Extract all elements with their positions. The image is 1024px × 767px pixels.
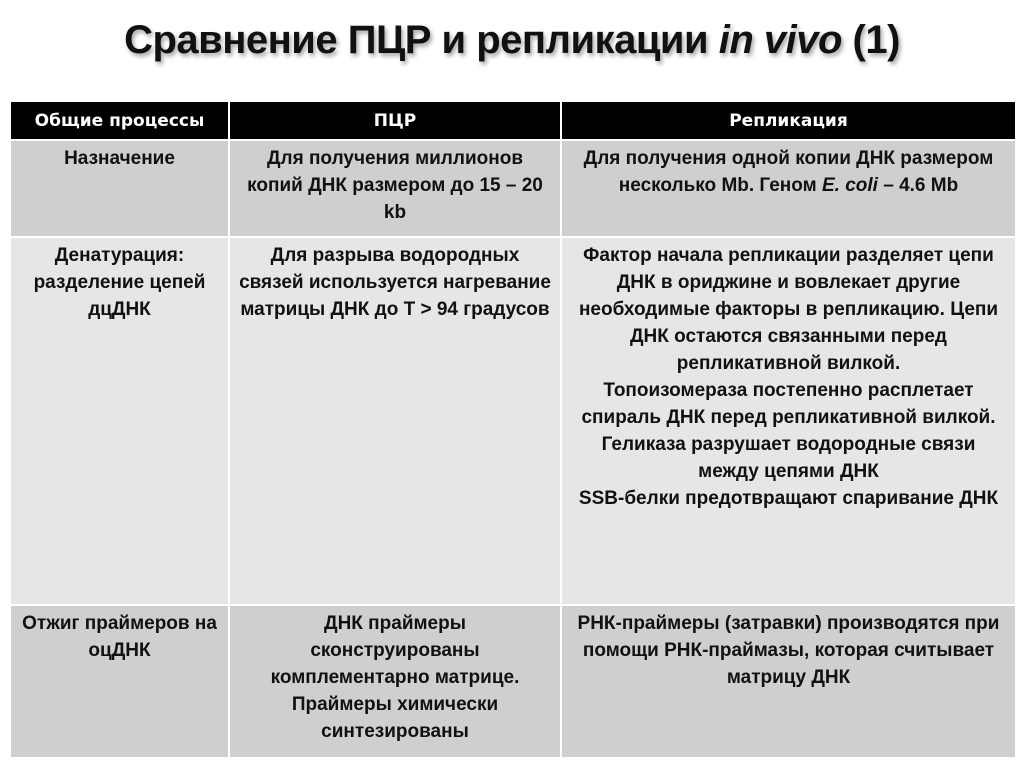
page-title — [0, 18, 1024, 63]
pcr-cell: ДНК праймеры сконструированы комплементарно матрице. Праймеры химически синтезированы — [229, 605, 561, 758]
replication-text-end: – 4.6 Mb — [877, 175, 959, 196]
replication-text: Для получения одной копии ДНК размером несколько Mb. Геном — [583, 148, 994, 196]
header-replication: Репликация — [561, 101, 1016, 140]
header-general-processes: Общие процессы — [10, 101, 229, 140]
title-main: Сравнение ПЦР и репликации — [124, 18, 719, 62]
title-suffix: (1) — [841, 18, 900, 62]
process-cell: Денатурация: разделение цепей дцДНК — [10, 237, 229, 605]
header-pcr: ПЦР — [229, 101, 561, 140]
title-italic: in vivo — [718, 18, 842, 62]
table-row — [10, 605, 1016, 758]
process-cell: Назначение — [10, 140, 229, 237]
process-cell: Отжиг праймеров на оцДНК — [10, 605, 229, 758]
table-row — [10, 237, 1016, 605]
organism-name: E. coli — [821, 175, 878, 196]
replication-cell — [561, 140, 1016, 237]
table-row — [10, 140, 1016, 237]
replication-cell: Фактор начала репликации разделяет цепи ДНК в ориджине и вовлекает другие необходимые факторы в репликацию. Цепи ДНК остаются связанными перед репликативной вилкой. Топоизомераза постепенно расплетает спираль ДНК перед репликативной вилкой. Геликаза разрушает водородные связи между цепями ДНК SSB-белки предотвращают спаривание ДНК — [561, 237, 1016, 605]
pcr-cell: Для разрыва водородных связей используется нагревание матрицы ДНК до T > 94 градусов — [229, 237, 561, 605]
table-header-row — [10, 101, 1016, 140]
replication-cell: РНК-праймеры (затравки) производятся при помощи РНК-праймазы, которая считывает матрицу ДНК — [561, 605, 1016, 758]
comparison-table — [9, 100, 1017, 759]
pcr-cell: Для получения миллионов копий ДНК размером до 15 – 20 kb — [229, 140, 561, 237]
